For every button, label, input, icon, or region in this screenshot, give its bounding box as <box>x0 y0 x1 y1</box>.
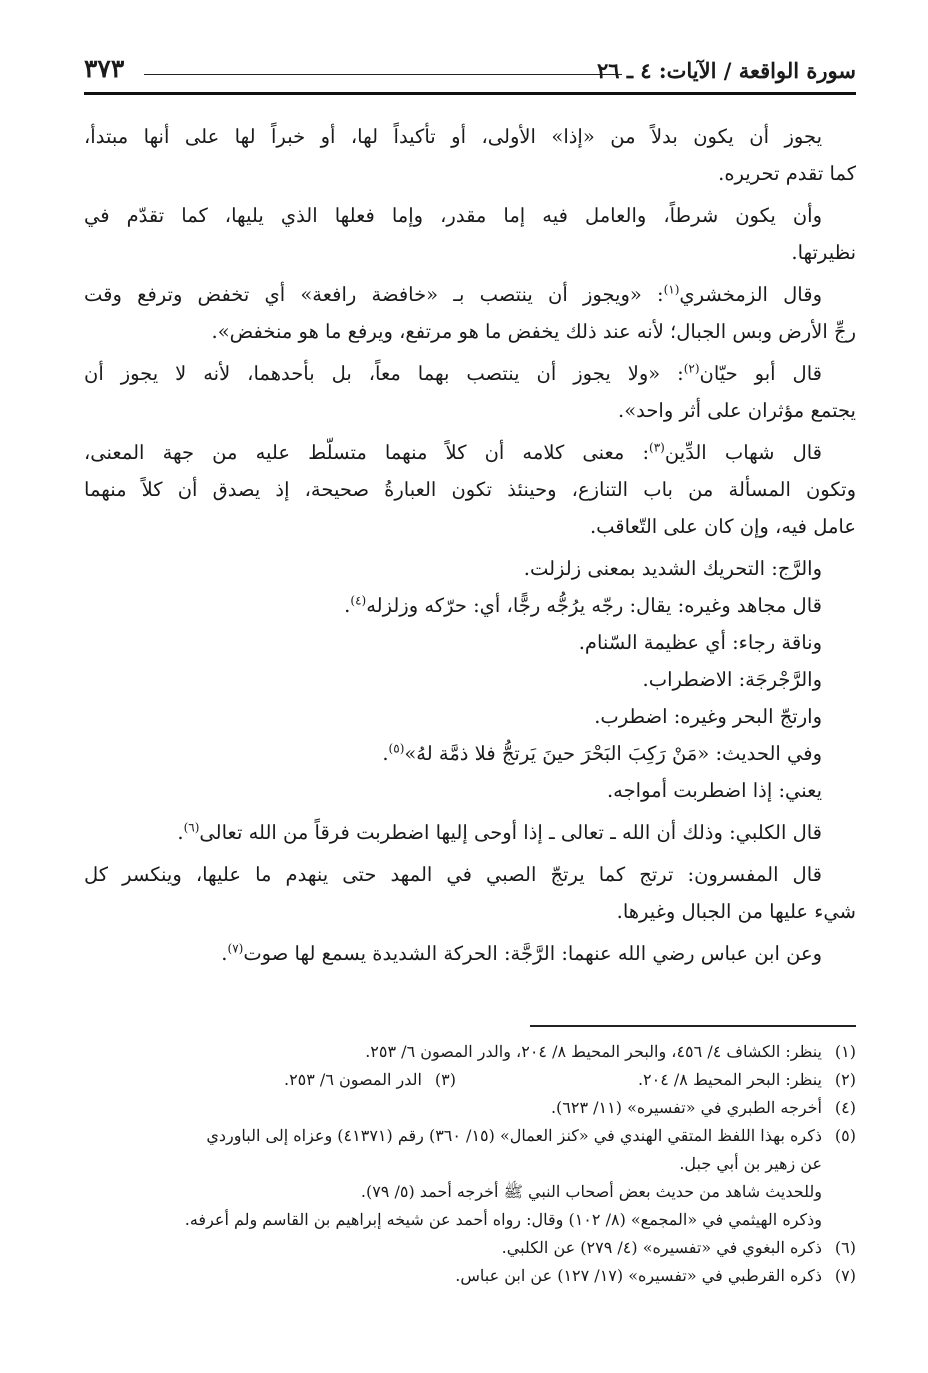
footnote-4 <box>84 1094 856 1122</box>
text-segment: وفي الحديث: «مَنْ رَكِبَ البَحْرَ حينَ يَرتجُّ فلا ذمَّة لهُ» <box>404 742 822 765</box>
text-line <box>84 587 856 624</box>
text-line <box>84 735 856 772</box>
footnote-ref-5[interactable]: (٥) <box>388 741 405 756</box>
text-line: نظيرتها. <box>791 241 856 264</box>
text-line: قال المفسرون: ترتج كما يرتجّ الصبي في المهد حتى ينهدم ما عليها، وينكسر كل <box>84 863 822 886</box>
text-segment: . <box>177 821 184 844</box>
text-line: وارتجّ البحر وغيره: اضطرب. <box>594 705 822 728</box>
footnote-6 <box>84 1234 856 1262</box>
footnote-separator <box>530 1025 856 1027</box>
text-segment: وعن ابن عباس رضي الله عنهما: الرَّجَّة: الحركة الشديدة يسمع لها صوت <box>243 942 822 965</box>
text-segment: قال الكلبي: وذلك أن الله ـ تعالى ـ إذا أوحى إليها اضطربت فرقاً من الله تعالى <box>199 821 822 844</box>
text-line <box>84 935 856 972</box>
text-line: عامل فيه، وإن كان على التّعاقب. <box>589 515 856 538</box>
text-line: يجوز أن يكون بدلاً من «إذا» الأولى، أو تأكيداً لها، أو خبراً لها على أنها مبتدأ، <box>84 125 822 148</box>
footnote-5-continued: وذكره الهيثمي في «المجمع» (٨/ ١٠٢) وقال: رواه أحمد عن شيخه إبراهيم بن القاسم ولم أعرفه. <box>184 1210 822 1229</box>
footnote-5-continued: وللحديث شاهد من حديث بعض أصحاب النبي ﷺ أخرجه أحمد (٥/ ٧٩). <box>360 1182 822 1201</box>
text-segment: . <box>382 742 389 765</box>
footnote-text: ذكره القرطبي في «تفسيره» (١٧/ ١٢٧) عن ابن عباس. <box>455 1266 822 1285</box>
main-text <box>84 118 856 972</box>
text-segment: : «ويجوز أن ينتصب بـ «خافضة رافعة» أي تخفض وترفع وقت <box>84 283 664 306</box>
footnote-number: (٢) <box>834 1070 856 1089</box>
footnote-number: (١) <box>834 1042 856 1061</box>
header-rule <box>84 92 856 95</box>
text-segment: : «ولا يجوز أن ينتصب بهما معاً، بل بأحدهما، لأنه لا يجوز أن <box>84 362 684 385</box>
footnote-7 <box>84 1262 856 1290</box>
footnote-number: (٥) <box>834 1126 856 1145</box>
footnote-text: الدر المصون ٦/ ٢٥٣. <box>283 1070 422 1089</box>
footnote-number: (٣) <box>434 1070 456 1089</box>
text-line: يجتمع مؤثران على أثر واحد». <box>618 399 856 422</box>
footnote-ref-6[interactable]: (٦) <box>183 820 200 835</box>
footnote-5-continued: عن زهير بن أبي جبل. <box>679 1154 822 1173</box>
text-line <box>84 434 856 471</box>
text-segment: قال شهاب الدِّين <box>664 441 822 464</box>
footnote-ref-1[interactable]: (١) <box>663 282 680 297</box>
text-line: شيء عليها من الجبال وغيرها. <box>616 900 856 923</box>
text-line: يعني: إذا اضطربت أمواجه. <box>606 779 822 802</box>
footnote-1 <box>84 1038 856 1066</box>
footnote-text: ينظر: البحر المحيط ٨/ ٢٠٤. <box>637 1070 822 1089</box>
text-line: وتكون المسألة من باب التنازع، وحينئذ تكون العبارةُ صحيحة، إذ يصدق أن كلاً منهما <box>84 478 856 501</box>
text-segment: قال مجاهد وغيره: يقال: رجّه يرُجُّه رجًّا، أي: حرّكه وزلزله <box>366 594 822 617</box>
footnote-text: ذكره بهذا اللفظ المتقي الهندي في «كنز العمال» (١٥/ ٣٦٠) رقم (٤١٣٧١) وعزاه إلى الباوردي <box>206 1126 822 1145</box>
text-line: وأن يكون شرطاً، والعامل فيه إما مقدر، وإما فعلها الذي يليها، كما تقدّم في <box>84 204 822 227</box>
text-line <box>84 814 856 851</box>
footnote-5 <box>84 1122 856 1150</box>
text-line: وناقة رجاء: أي عظيمة السّنام. <box>578 631 822 654</box>
text-segment: قال أبو حيّان <box>699 362 822 385</box>
text-line: رجِّ الأرض وبس الجبال؛ لأنه عند ذلك يخفض ما هو مرتفع، ويرفع ما هو منخفض». <box>211 320 856 343</box>
text-segment: . <box>344 594 351 617</box>
footnote-number: (٤) <box>834 1098 856 1117</box>
footnote-2 <box>638 1066 856 1094</box>
footnote-3 <box>284 1066 456 1094</box>
page-header <box>84 50 856 90</box>
footnotes <box>84 1038 856 1290</box>
footnote-number: (٦) <box>834 1238 856 1257</box>
footnote-ref-4[interactable]: (٤) <box>350 593 367 608</box>
footnote-ref-3[interactable]: (٣) <box>649 440 665 455</box>
text-segment: . <box>221 942 228 965</box>
footnote-ref-2[interactable]: (٢) <box>683 361 700 376</box>
footnote-text: أخرجه الطبري في «تفسيره» (١١/ ٦٢٣). <box>550 1098 822 1117</box>
text-line: والرَّج: التحريك الشديد بمعنى زلزلت. <box>523 557 822 580</box>
running-title: سورة الواقعة / الآيات: ٤ ـ ٢٦ <box>596 58 856 83</box>
footnote-2-3 <box>84 1066 856 1094</box>
header-fill-line <box>144 74 622 75</box>
text-line: كما تقدم تحريره. <box>718 162 856 185</box>
page-number: ٣٧٣ <box>84 54 125 83</box>
footnote-ref-7[interactable]: (٧) <box>227 941 244 956</box>
text-segment: وقال الزمخشري <box>679 283 822 306</box>
footnote-text: ينظر: الكشاف ٤/ ٤٥٦، والبحر المحيط ٨/ ٢٠٤، والدر المصون ٦/ ٢٥٣. <box>365 1042 822 1061</box>
footnote-number: (٧) <box>834 1266 856 1285</box>
text-segment: : معنى كلامه أن كلاً منهما متسلّط عليه من جهة المعنى، <box>84 441 650 464</box>
text-line <box>84 355 856 392</box>
text-line: والرَّجْرجَة: الاضطراب. <box>642 668 822 691</box>
text-line <box>84 276 856 313</box>
footnote-text: ذكره البغوي في «تفسيره» (٤/ ٢٧٩) عن الكلبي. <box>501 1238 822 1257</box>
